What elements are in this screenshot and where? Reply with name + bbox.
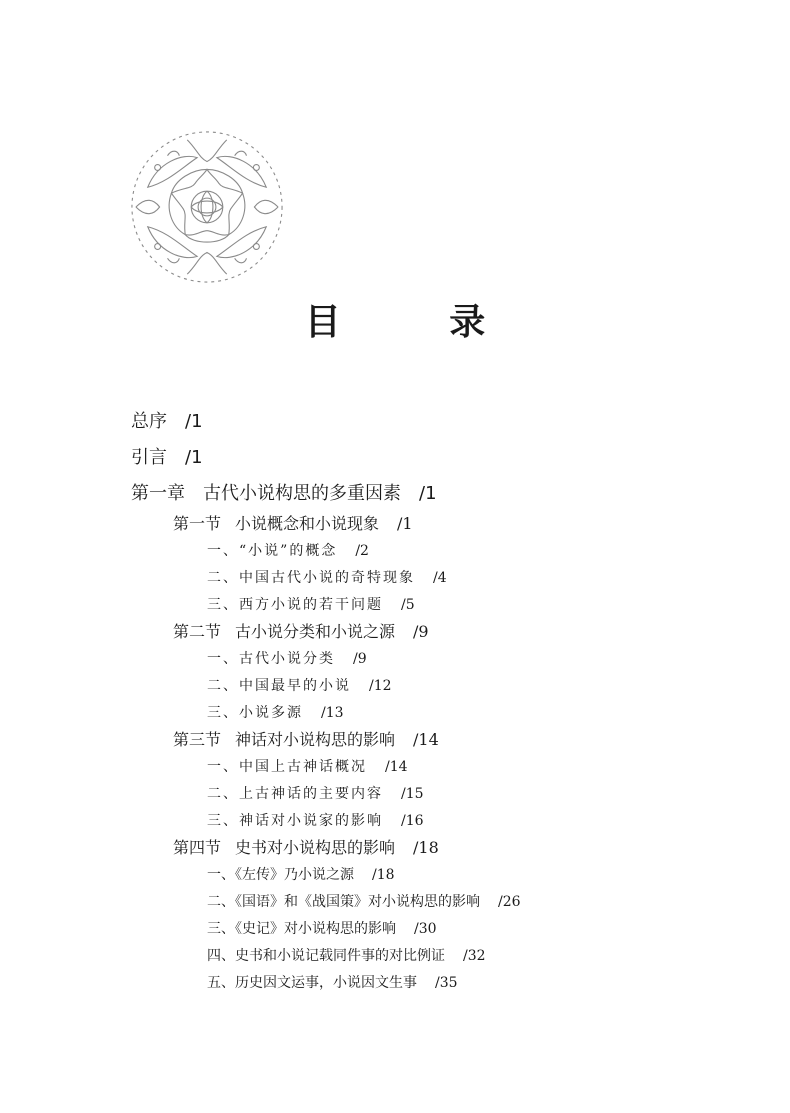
toc-entry-label: 引言 — [131, 447, 167, 468]
toc-entry-subsection[interactable] — [207, 809, 424, 833]
toc-entry-section-3[interactable] — [173, 728, 439, 752]
toc-entry-page: /16 — [401, 813, 424, 829]
toc-entry-page: /32 — [463, 948, 486, 964]
toc-entry-label: 古代小说构思的多重因素 — [203, 483, 401, 504]
toc-entry-subsection[interactable] — [207, 701, 344, 725]
toc-entry-page: /2 — [355, 543, 369, 559]
toc-entry-page: /13 — [321, 705, 344, 721]
toc-entry-chapter-number: 第一章 — [131, 483, 185, 504]
toc-entry-page: /18 — [372, 867, 395, 883]
toc-entry-label: 二、中国最早的小说 — [207, 678, 351, 694]
toc-entry-page: /1 — [185, 411, 203, 432]
toc-entry-subsection[interactable] — [207, 647, 367, 671]
toc-entry-label: 小说概念和小说现象 — [235, 514, 380, 533]
toc-entry-subsection[interactable] — [207, 890, 521, 914]
toc-entry-label: 三、《史记》对小说构思的影响 — [207, 921, 396, 937]
toc-entry-subsection[interactable] — [207, 782, 424, 806]
toc-entry-label: 总序 — [131, 411, 167, 432]
toc-entry-subsection[interactable] — [207, 917, 437, 941]
toc-entry-subsection[interactable] — [207, 566, 447, 590]
toc-entry-page: /9 — [413, 622, 429, 641]
toc-entry-section-number: 第四节 — [173, 838, 222, 857]
toc-entry-page: /9 — [353, 651, 367, 667]
toc-entry-subsection[interactable] — [207, 863, 395, 887]
toc-entry-page: /30 — [414, 921, 437, 937]
toc-entry-page: /14 — [413, 730, 439, 749]
toc-entry-label: 五、历史因文运事，小说因文生事 — [207, 975, 417, 991]
toc-entry-subsection[interactable] — [207, 944, 486, 968]
toc-entry-section-number: 第三节 — [173, 730, 222, 749]
toc-entry-page: /1 — [419, 483, 437, 504]
toc-entry-introduction[interactable] — [131, 446, 203, 470]
toc-entry-label: 二、《国语》和《战国策》对小说构思的影响 — [207, 894, 480, 910]
toc-entry-label: 一、“小说”的概念 — [207, 543, 338, 559]
toc-entry-label: 三、神话对小说家的影响 — [207, 813, 383, 829]
toc-entry-label: 神话对小说构思的影响 — [235, 730, 396, 749]
toc-entry-preface[interactable] — [131, 410, 203, 434]
toc-entry-section-number: 第二节 — [173, 622, 222, 641]
toc-entry-label: 三、西方小说的若干问题 — [207, 597, 383, 613]
toc-entry-page: /18 — [413, 838, 439, 857]
toc-entry-label: 一、《左传》乃小说之源 — [207, 867, 354, 883]
toc-entry-label: 古小说分类和小说之源 — [235, 622, 396, 641]
toc-entry-subsection[interactable] — [207, 674, 392, 698]
toc-entry-page: /4 — [433, 570, 447, 586]
toc-entry-label: 三、小说多源 — [207, 705, 303, 721]
toc-entry-page: /35 — [435, 975, 458, 991]
toc-entry-page: /12 — [369, 678, 392, 694]
toc-entry-label: 二、中国古代小说的奇特现象 — [207, 570, 415, 586]
toc-entry-page: /1 — [397, 514, 413, 533]
toc-entry-label: 一、古代小说分类 — [207, 651, 335, 667]
toc-entry-page: /15 — [401, 786, 424, 802]
toc-entry-subsection[interactable] — [207, 593, 415, 617]
toc-entry-label: 史书对小说构思的影响 — [235, 838, 396, 857]
toc-title: 目 录 — [304, 301, 534, 343]
toc-entry-chapter-1[interactable] — [131, 482, 437, 506]
toc-entry-label: 四、史书和小说记载同件事的对比例证 — [207, 948, 445, 964]
toc-entry-subsection[interactable] — [207, 539, 369, 563]
toc-entry-subsection[interactable] — [207, 755, 408, 779]
toc-entry-section-2[interactable] — [173, 620, 429, 644]
toc-entry-page: /26 — [498, 894, 521, 910]
toc-entry-label: 二、上古神话的主要内容 — [207, 786, 383, 802]
toc-entry-label: 一、中国上古神话概况 — [207, 759, 367, 775]
toc-entry-section-4[interactable] — [173, 836, 439, 860]
toc-entry-page: /14 — [385, 759, 408, 775]
toc-entry-subsection[interactable] — [207, 971, 458, 995]
toc-entry-page: /5 — [401, 597, 415, 613]
toc-entry-section-number: 第一节 — [173, 514, 222, 533]
peony-medallion-ornament — [128, 128, 286, 286]
toc-entry-page: /1 — [185, 447, 203, 468]
toc-entry-section-1[interactable] — [173, 512, 413, 536]
